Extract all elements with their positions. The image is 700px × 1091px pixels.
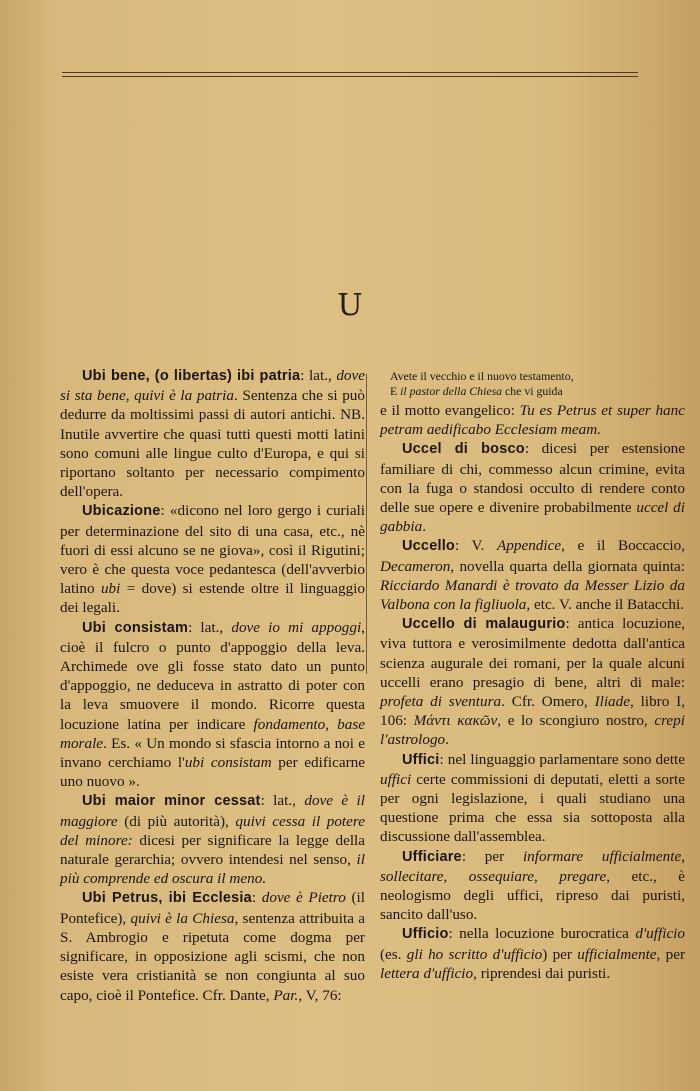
entry-headword: Ufficio	[402, 926, 449, 943]
body-text: .	[422, 518, 426, 536]
italic-text: Iliade	[594, 693, 630, 711]
body-text: .	[445, 731, 449, 749]
entry-headword: Ubi consistam	[82, 619, 189, 636]
italic-text: gli ho scritto d'ufficio	[406, 945, 543, 963]
italic-text: Appendice	[497, 537, 562, 555]
entry-headword: Uccello di malaugurio	[402, 616, 566, 633]
body-text: certe commissioni di deputati, eletti a sorte per ogni legislazione, i quali studiano una questione prima che essa sia sottoposta alla discussione dall'assemblea.	[380, 770, 685, 846]
body-text: , etc. V. anche il Batacchi.	[526, 596, 684, 614]
entry-headword: Uccel di bosco	[402, 441, 525, 458]
italic-text: quivi è la Chiesa	[130, 909, 235, 927]
left-column	[60, 366, 365, 1005]
right-column	[380, 369, 685, 983]
body-text: che vi guida	[502, 383, 563, 398]
header-rule-bottom	[62, 76, 638, 77]
body-text: , e il Boccaccio,	[561, 537, 685, 555]
italic-text: Μάντι κακῶν	[413, 712, 498, 730]
dictionary-entry	[380, 847, 685, 925]
italic-text: dove è Pietro	[261, 889, 346, 907]
body-text: ) per	[542, 945, 578, 963]
italic-text: ufficialmente	[577, 945, 657, 963]
verse-line	[390, 369, 685, 384]
entry-headword: Ubi maior minor cessat	[82, 793, 261, 810]
italic-text: quivi cessa il potere del minore:	[60, 812, 365, 849]
dictionary-entry	[380, 614, 685, 749]
italic-text: ubi consistam	[184, 754, 272, 772]
verse-quote	[380, 369, 685, 398]
italic-text: crepi l'astrologo	[380, 712, 685, 749]
italic-text: lettera d'ufficio	[380, 964, 474, 982]
italic-text: informare ufficialmente	[522, 847, 682, 865]
dictionary-entry	[60, 791, 365, 888]
body-text: : per	[461, 847, 523, 865]
body-text: ,	[534, 867, 560, 885]
entry-headword: Ubicazione	[82, 503, 161, 520]
body-text: ,	[443, 867, 469, 885]
body-text: Avete il vecchio e il nuovo testamento,	[390, 369, 574, 383]
dictionary-entry	[380, 924, 685, 983]
body-text: : nella locuzione burocratica	[448, 925, 636, 943]
body-text: , sentenza attribuita a S. Ambrogio e ripetuta come dogma per significare, in opposizione agli scismi, che non esiste vera cristianità se non congiunta al suo capo, cioè il Pontefice. Cfr. Dante,	[60, 909, 365, 1004]
italic-text: sollecitare	[380, 867, 444, 885]
dictionary-entry	[380, 401, 685, 439]
entry-headword: Ufficiare	[402, 848, 462, 865]
body-text: , novella quarta della giornata quinta:	[450, 557, 685, 575]
body-text: : lat.,	[188, 618, 232, 636]
body-text: E	[390, 383, 401, 398]
body-text: : «dicono nel loro gergo i curiali per determinazione del sito di una casa, etc., nè fuori di essi alcuno se ne giova», così il Rigutini; vero è che questa voce pedantesca (dell'avverbio latino	[60, 502, 365, 598]
italic-text: il più comprende ed oscura il meno.	[60, 851, 365, 888]
italic-text: d'ufficio	[635, 925, 685, 943]
body-text: : nel linguaggio parlamentare sono dette	[439, 750, 685, 768]
body-text: : lat.,	[300, 367, 337, 384]
body-text: : lat.,	[260, 792, 305, 810]
entry-headword: Ubi Petrus, ibi Ecclesia	[82, 890, 252, 907]
italic-text: profeta di sventura	[380, 693, 502, 711]
italic-text: ubi	[100, 580, 121, 598]
italic-text: uffici	[380, 770, 412, 788]
italic-text: il pastor della Chiesa	[400, 383, 503, 398]
dictionary-entry	[60, 888, 365, 1004]
italic-text: uccel di gabbia	[380, 499, 685, 536]
section-letter-heading: U	[337, 288, 363, 323]
body-text: : dicesi per estensione familiare di chi, commesso alcun crimine, evita con la fuga o standosi occulto di rendere conto delle sue opere e divenire probabilmente	[380, 440, 685, 517]
body-text: e il motto evangelico:	[380, 402, 520, 419]
body-text: . Es. « Un mondo si sfascia intorno a noi e invano cerchiamo l'	[60, 734, 365, 772]
body-text: per edificarne uno nuovo ».	[60, 754, 365, 791]
body-text: , cioè il fulcro o punto d'appoggio della leva. Archimede ove gli fosse stato dato un punto d'appoggio, ne deduceva in astratto di poter con la leva smuovere il mondo. Ricorre questa locuzione latina per indicare	[60, 618, 366, 733]
italic-text: Ricciardo Manardi è trovato da Messer Lizio da Valbona con la figliuola	[380, 576, 685, 614]
italic-text: Decameron	[380, 557, 451, 575]
italic-text: base morale	[60, 715, 366, 752]
italic-text: fondamento	[253, 715, 326, 733]
entry-headword: Uccello	[402, 538, 455, 555]
dictionary-entry	[380, 439, 685, 536]
body-text: dicesi per significare la legge della naturale gerarchia; ovvero intendesi nel senso,	[60, 831, 366, 869]
body-text: ,	[681, 847, 685, 865]
body-text: ,	[325, 715, 338, 733]
verse-line	[390, 384, 685, 399]
entry-headword: Uffici	[402, 751, 440, 768]
dictionary-entry	[380, 536, 685, 614]
italic-text: dove io mi appoggi	[231, 618, 362, 636]
italic-text: dove si sta bene, quivi è la patria	[60, 367, 365, 405]
entry-headword: Ubi bene, (o libertas) ibi patria	[82, 368, 301, 384]
body-text: (di più autorità),	[117, 812, 236, 830]
body-text: , etc., è neologismo degli uffici, ripreso dai puristi, sancito dall'uso.	[380, 867, 685, 924]
right-column-body	[380, 401, 685, 983]
header-rule-top	[62, 72, 638, 73]
body-text: :	[251, 889, 262, 907]
body-text: , e lo scongiuro nostro,	[497, 712, 655, 730]
body-text: = dove) si estende oltre il linguaggio dei legali.	[60, 580, 365, 617]
dictionary-entry	[60, 618, 365, 792]
italic-text: dove è il maggiore	[60, 792, 365, 830]
body-text: , libro I, 106:	[380, 693, 685, 730]
body-text: (il Pontefice),	[60, 889, 365, 927]
body-text: : antica locuzione, viva tuttora e verosimilmente dedotta dall'antica scienza augurale dei romani, per la quale alcuni uccelli erano presagio di bene, altri di male:	[380, 615, 685, 691]
body-text: (es.	[380, 945, 407, 963]
dictionary-entry	[60, 366, 365, 501]
dictionary-entry	[60, 501, 365, 617]
body-text: , per	[656, 945, 685, 963]
body-text: , riprendesi dai puristi.	[473, 964, 611, 982]
italic-text: pregare	[559, 867, 607, 885]
dictionary-entry	[380, 750, 685, 847]
body-text: . Sentenza che si può dedurre da moltissimi passi di autori antichi. NB. Inutile avvertire che quasi tutti questi motti latini sono comuni alle lingue culto d'Europa, e qui si riportano soltanto per necessario compimento dell'opera.	[60, 387, 365, 501]
column-divider	[366, 374, 367, 674]
body-text: , V, 76:	[298, 986, 342, 1004]
body-text: . Cfr. Omero,	[501, 693, 595, 711]
body-text: : V.	[454, 537, 497, 555]
italic-text: Tu es Petrus et super hanc petram aedificabo Ecclesiam meam.	[380, 402, 685, 439]
italic-text: Par.	[273, 986, 299, 1004]
italic-text: ossequiare	[468, 867, 535, 885]
